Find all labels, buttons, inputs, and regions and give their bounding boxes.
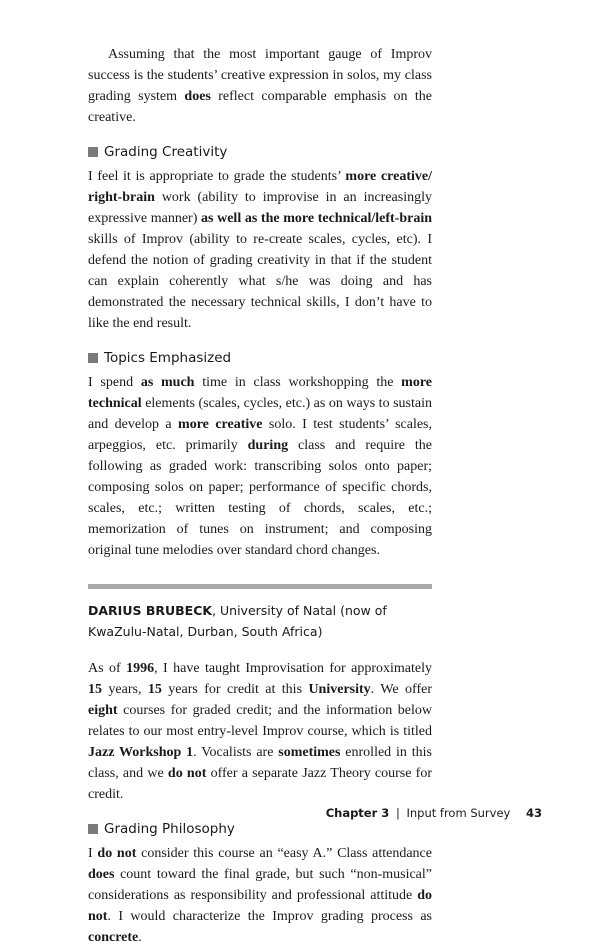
page-number: 43 [525, 806, 542, 820]
brubeck-intro-paragraph: As of 1996, I have taught Improvisation for approximately 15 years, 15 years for credit at this University. We offer eight courses for graded credit; and the information below relates to our most entry-level Improv course, which is titled Jazz Workshop 1. Vocalists are sometimes enrolled in this class, and we do not offer a separate Jazz Theory course for credit. [88, 661, 432, 802]
section-divider [88, 584, 432, 589]
footer-separator: | [395, 806, 400, 820]
grading-creativity-paragraph: I feel it is appropriate to grade the students’ more creative/ right-brain work (ability to improvise in an increasingly expressive manner) as well as the more technical/left-brain skills of Improv (ability to re-create scales, cycles, etc). I defend the notion of grading creativity in that if the student can explain coherently what s/he was doing and has demonstrated the necessary technical skills, I don’t have to like the end result. [88, 169, 433, 331]
grading-philosophy-paragraph: I do not consider this course an “easy A.” Class attendance does count toward the final grade, but such “non-musical” considerations as responsibility and professional attitude do not. I would characterize the Improv grading process as concrete. [88, 846, 432, 945]
square-bullet-icon [88, 824, 98, 834]
square-bullet-icon [88, 147, 98, 157]
page-footer [326, 806, 542, 820]
topics-emphasized-paragraph: I spend as much time in class workshopping the more technical elements (scales, cycles, etc.) as on ways to sustain and develop a more creative solo. I test students’ scales, arpeggios, etc. primarily during class and require the following as graded work: transcribing solos onto paper; composing solos on paper; performance of specific chords, scales, etc.; written testing of chords, scales, etc.; memorization of tunes on instrument; and composing original tune melodies over standard chord changes. [88, 375, 433, 558]
square-bullet-icon [88, 353, 98, 363]
intro-paragraph: Assuming that the most important gauge of Improv success is the students’ creative expression in solos, my class grading system does reflect comparable emphasis on the creative. [88, 47, 433, 125]
section-heading-grading-creativity: Grading Creativity [88, 142, 432, 162]
chapter-label: Chapter 3 [325, 806, 390, 820]
section-heading-topics-emphasized: Topics Emphasized [88, 348, 432, 368]
respondent-attribution: DARIUS BRUBECK, University of Natal (now of KwaZulu-Natal, Durban, South Africa) [88, 603, 387, 639]
section-label: Input from Survey [406, 806, 511, 820]
section-heading-grading-philosophy: Grading Philosophy [88, 819, 432, 839]
